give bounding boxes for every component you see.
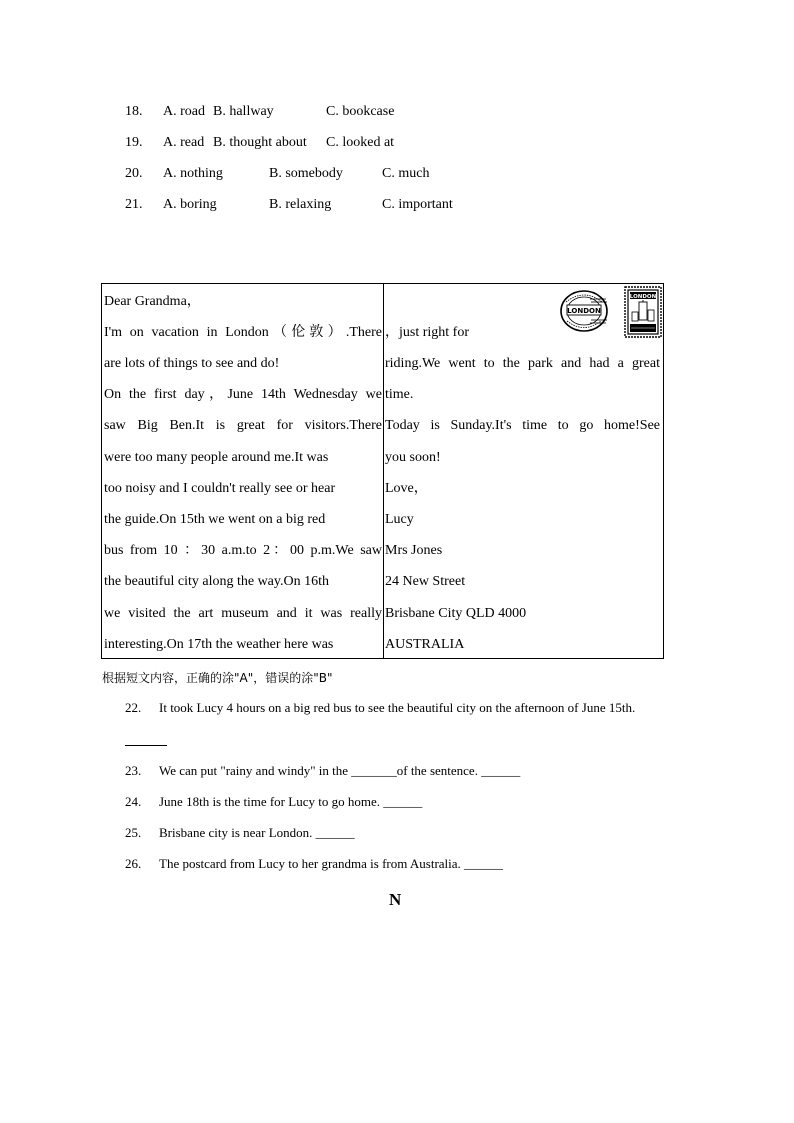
- option-a: A. read: [163, 135, 205, 150]
- answer-blank[interactable]: [125, 745, 167, 746]
- postcard-right-line: Lucy: [385, 512, 414, 527]
- postcard-right-line: you soon!: [385, 450, 441, 465]
- postcard-right-line: riding.We went to the park and had a great: [385, 356, 660, 371]
- option-b: B. thought about: [213, 135, 307, 150]
- question-number: 21.: [125, 197, 143, 212]
- postcard-right-line: time.: [385, 387, 414, 402]
- question-number: 20.: [125, 166, 143, 181]
- question-text: The postcard from Lucy to her grandma is from Australia. ______: [159, 856, 504, 871]
- postcard-left-line: too noisy and I couldn't really see or hear: [104, 481, 336, 496]
- question-number: 24.: [125, 794, 142, 809]
- stamp-label: LONDON: [629, 294, 657, 300]
- option-b: B. hallway: [213, 104, 274, 119]
- postcard-left-line: the beautiful city along the way.On 16th: [104, 574, 329, 589]
- option-b: B. relaxing: [269, 197, 332, 212]
- question-number: 18.: [125, 104, 143, 119]
- postcard-left-line: we visited the art museum and it was really: [104, 606, 382, 621]
- postmark-label: LONDON: [567, 307, 601, 315]
- postcard-left-line: Dear Grandma，: [104, 294, 201, 309]
- option-c: C. much: [382, 166, 430, 181]
- option-a: A. road: [163, 104, 205, 119]
- postcard-left-line: the guide.On 15th we went on a big red: [104, 512, 326, 527]
- postcard-left-line: On the first day，June 14th Wednesday we: [104, 387, 382, 402]
- option-a: A. nothing: [163, 166, 223, 181]
- postcard-right-line: Today is Sunday.It's time to go home!See: [385, 418, 660, 433]
- postage-stamp-icon: [624, 286, 662, 338]
- postcard-right-line: AUSTRALIA: [385, 637, 465, 652]
- postcard-left-line: were too many people around me.It was: [104, 450, 329, 465]
- postmark-stamp-icon: [560, 290, 608, 332]
- postcard-left-line: bus from 10 ：30 a.m.to 2：00 p.m.We saw: [104, 543, 382, 558]
- postcard-left-line: are lots of things to see and do!: [104, 356, 280, 371]
- postcard-divider: [383, 284, 384, 658]
- postcard-left-line: interesting.On 17th the weather here was: [104, 637, 334, 652]
- question-number: 25.: [125, 825, 142, 840]
- question-number: 19.: [125, 135, 143, 150]
- postcard-right-line: Mrs Jones: [385, 543, 443, 558]
- option-c: C. bookcase: [326, 104, 395, 119]
- option-c: C. looked at: [326, 135, 395, 150]
- question-text: Brisbane city is near London. ______: [159, 825, 355, 840]
- question-text: We can put "rainy and windy" in the _______of the sentence. ______: [159, 763, 521, 778]
- postcard-right-line: Brisbane City QLD 4000: [385, 606, 527, 621]
- postcard: [101, 283, 664, 659]
- instruction-text: 根据短文内容，正确的涂"A"，错误的涂"B": [102, 671, 333, 685]
- postcard-left-line: saw Big Ben.It is great for visitors.There: [104, 418, 382, 433]
- postcard-right-line: 24 New Street: [385, 574, 466, 589]
- question-text: June 18th is the time for Lucy to go home. ______: [159, 794, 423, 809]
- question-number: 23.: [125, 763, 142, 778]
- question-text: It took Lucy 4 hours on a big red bus to see the beautiful city on the afternoon of June 15th.: [159, 700, 636, 715]
- question-number: 26.: [125, 856, 142, 871]
- option-a: A. boring: [163, 197, 217, 212]
- question-number: 22.: [125, 700, 142, 715]
- option-b: B. somebody: [269, 166, 343, 181]
- postcard-right-line: Love，: [385, 481, 428, 496]
- option-c: C. important: [382, 197, 453, 212]
- postcard-left-line: I'm on vacation in London（伦敦）.There: [104, 325, 382, 340]
- page-footer-letter: N: [389, 890, 402, 909]
- postcard-right-line: ，just right for: [385, 325, 469, 340]
